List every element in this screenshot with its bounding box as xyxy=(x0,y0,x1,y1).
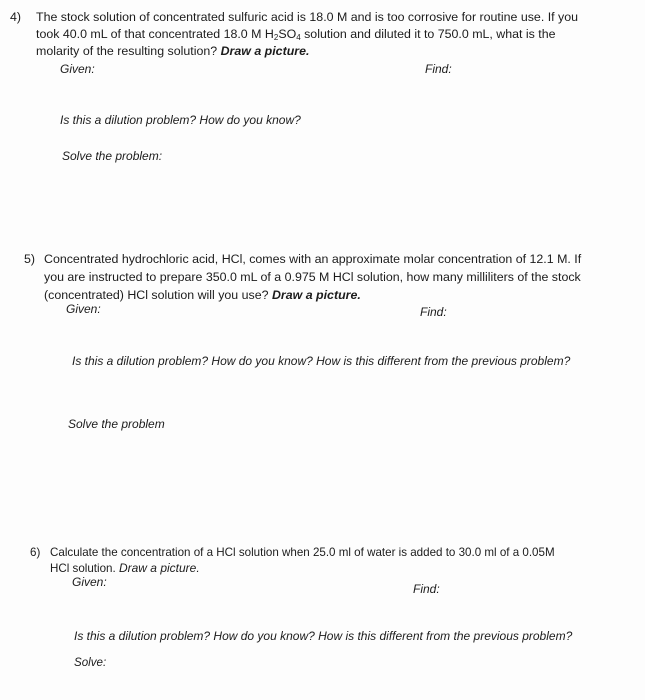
draw-picture-instruction: Draw a picture. xyxy=(220,44,310,58)
question-4-dilution-question: Is this a dilution problem? How do you know? xyxy=(60,113,301,127)
draw-picture-instruction: Draw a picture. xyxy=(271,288,361,302)
question-6-number: 6) xyxy=(30,546,41,559)
question-4-line-2: took 40.0 mL of that concentrated 18.0 M $H_2SO_4$ solution and diluted it to 750.0 mL, what is the xyxy=(36,27,556,42)
question-6-solve-label: Solve: xyxy=(74,656,107,669)
question-5-line-2: you are instructed to prepare 350.0 mL of a 0.975 M HCl solution, how many milliliters of the stock xyxy=(44,270,581,284)
question-5-line-1: Concentrated hydrochloric acid, HCl, comes with an approximate molar concentration of 12.1 M. If xyxy=(44,252,582,266)
question-5-find-label: Find: xyxy=(420,305,447,319)
question-6-given-label: Given: xyxy=(72,575,107,589)
question-4-line-1: The stock solution of concentrated sulfuric acid is 18.0 M and is too corrosive for routine use. If you xyxy=(36,10,579,24)
question-5-line-3: (concentrated) HCl solution will you use? Draw a picture. xyxy=(44,288,361,302)
question-4-solve-label: Solve the problem: xyxy=(62,149,163,163)
question-6-line-1: Calculate the concentration of a HCl solution when 25.0 ml of water is added to 30.0 ml of a 0.05M xyxy=(50,546,555,559)
question-6-dilution-question: Is this a dilution problem? How do you know? How is this different from the previous problem? xyxy=(74,629,573,643)
question-5-given-label: Given: xyxy=(66,302,101,316)
question-6-line-2: HCl solution. Draw a picture. xyxy=(50,561,200,575)
question-5-solve-label: Solve the problem xyxy=(68,417,165,431)
question-6-find-label: Find: xyxy=(413,582,440,596)
question-4-given-label: Given: xyxy=(60,62,95,76)
question-4-find-label: Find: xyxy=(425,62,452,76)
question-4-line-3: molarity of the resulting solution? Draw a picture. xyxy=(36,44,310,58)
question-5-dilution-question: Is this a dilution problem? How do you know? How is this different from the previous problem? xyxy=(72,354,571,368)
draw-picture-instruction: Draw a picture. xyxy=(118,561,200,575)
question-4-number: 4) xyxy=(10,10,22,24)
question-5-number: 5) xyxy=(24,252,36,266)
